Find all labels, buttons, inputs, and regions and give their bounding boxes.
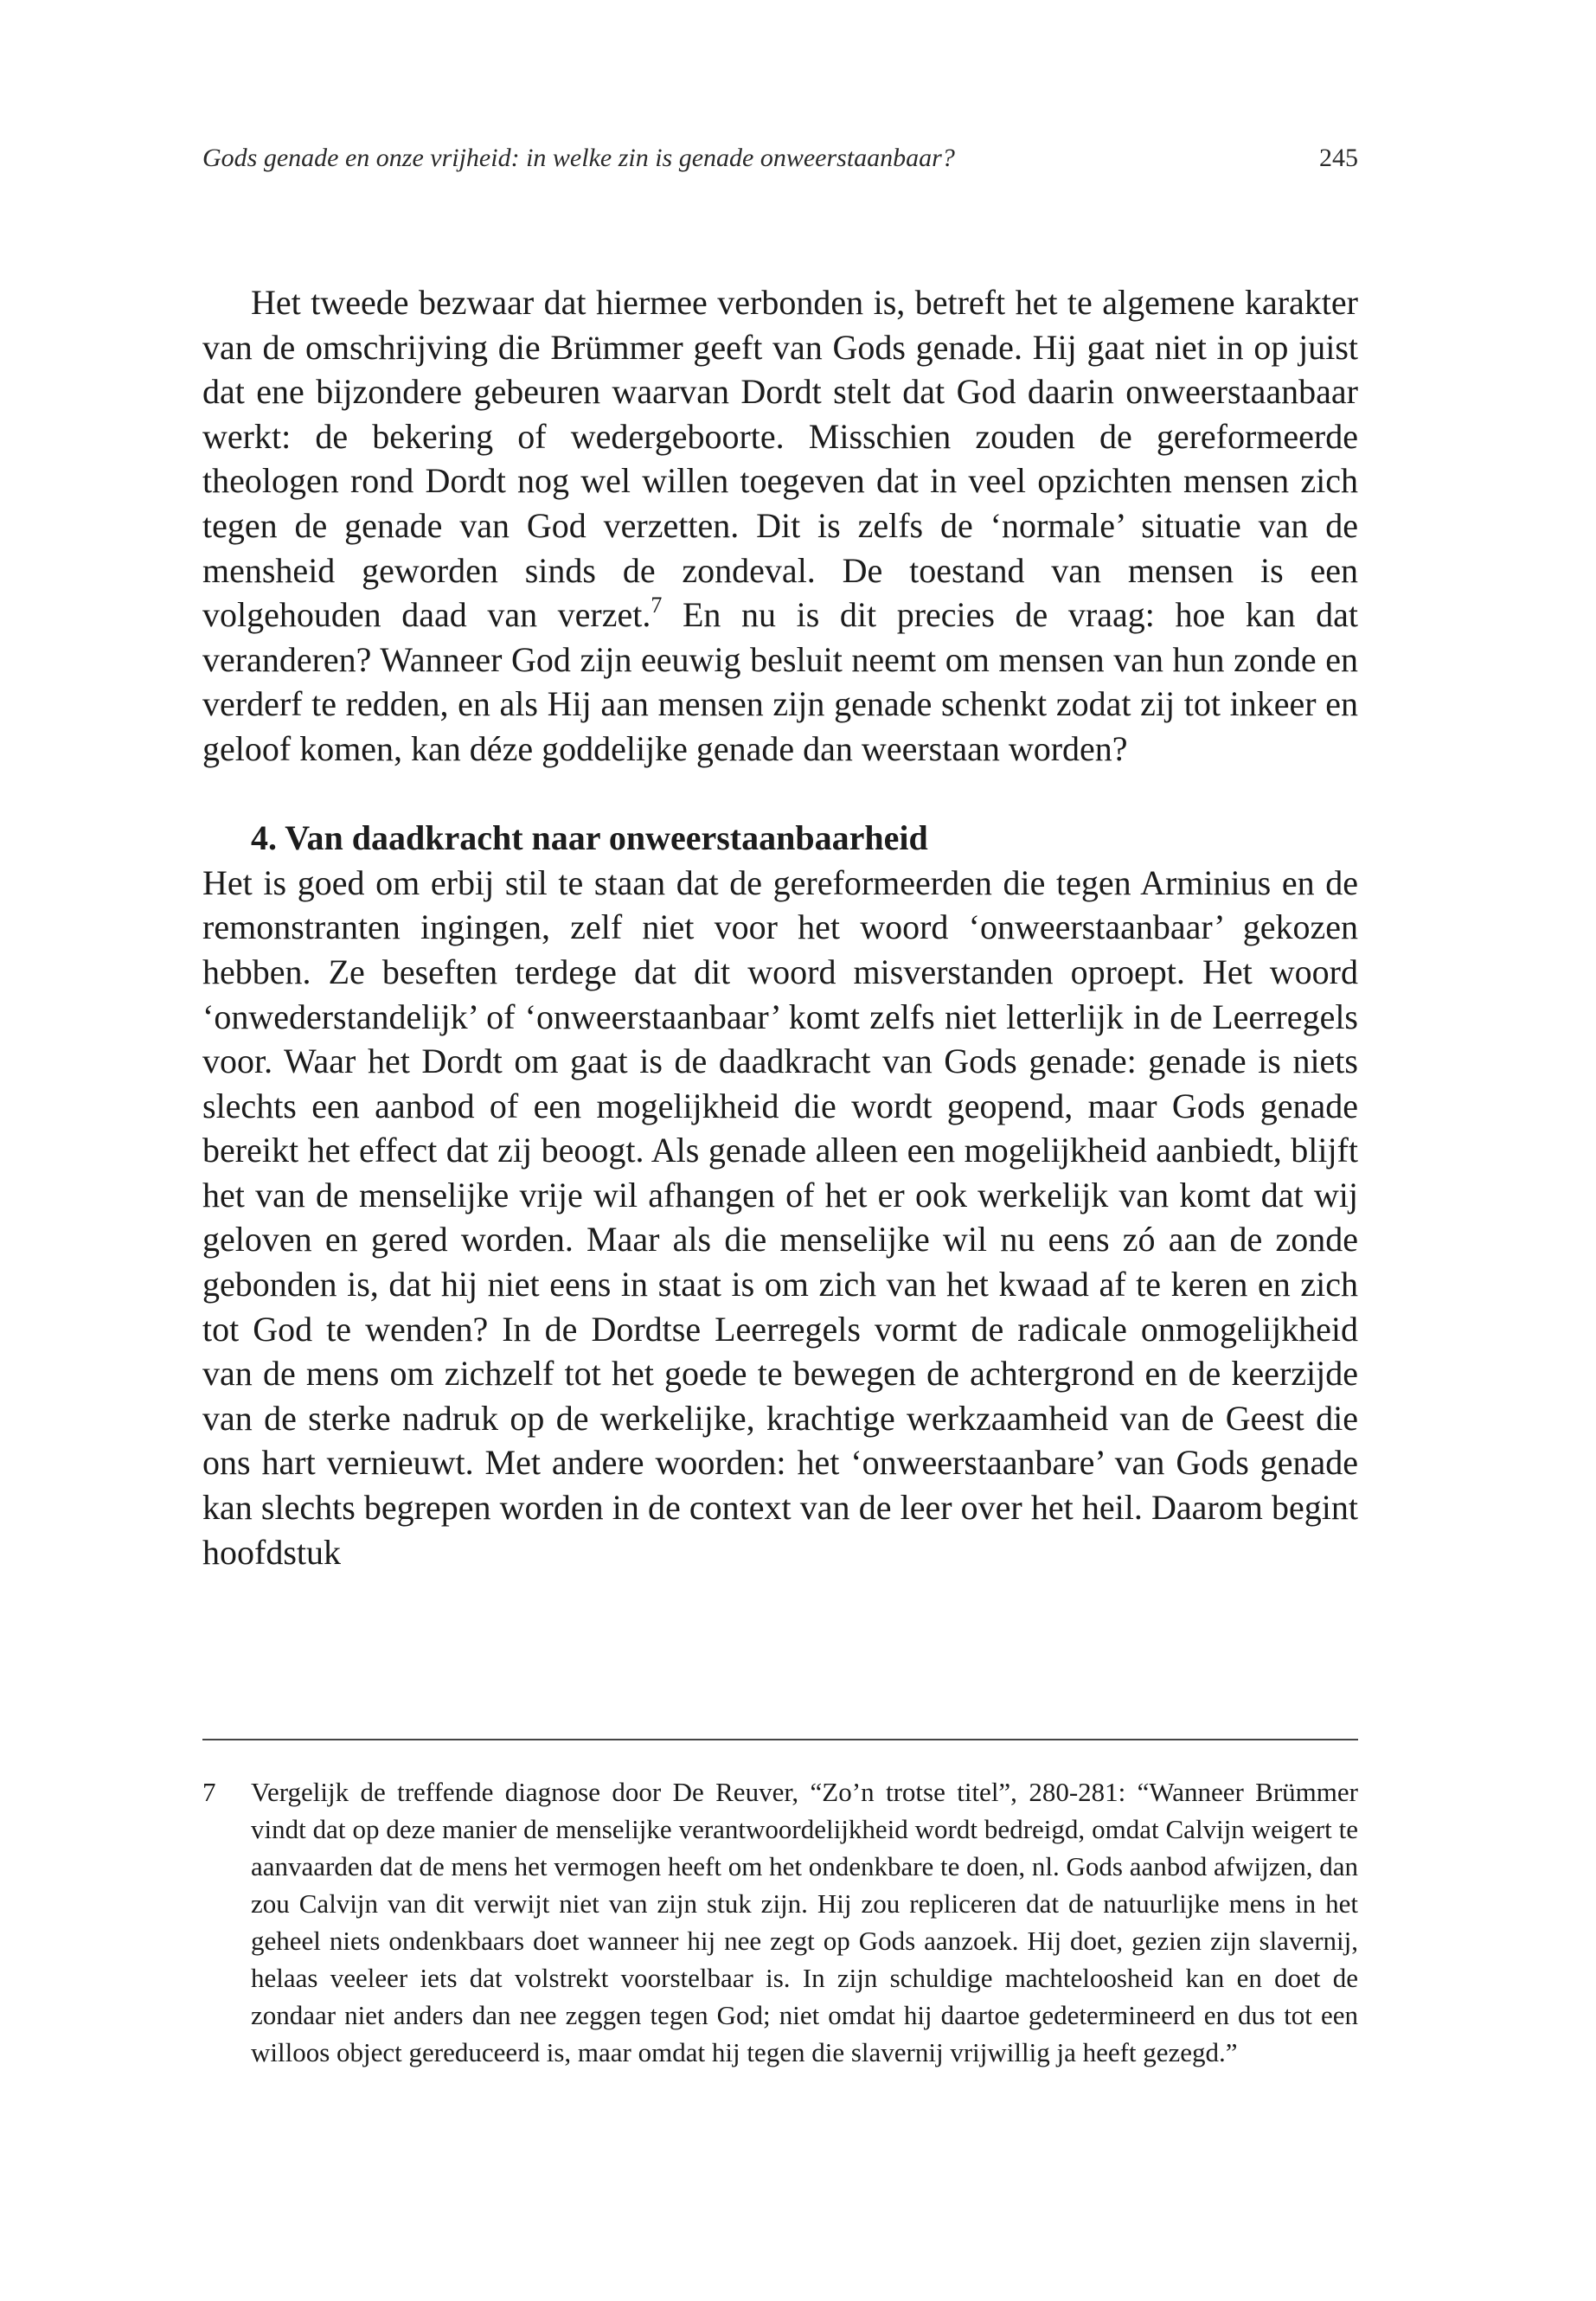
page-number: 245 (1319, 144, 1358, 172)
footnote-7 (202, 1773, 1358, 2071)
footnote-text: Vergelijk de treffende diagnose door De Reuver, “Zo’n trotse titel”, 280-281: “Wanneer Brümmer vindt dat op deze manier de menselijke verantwoordelijkheid wordt bedreigd, omdat Calvijn weigert te aanvaarden dat de mens het vermogen heeft om het ondenkbare te doen, nl. Gods aanbod afwijzen, dan zou Calvijn van dit verwijt niet van zijn stuk zijn. Hij zou repliceren dat de natuurlijke mens in het geheel niets ondenkbaars doet wanneer hij nee zegt op Gods aanzoek. Hij doet, gezien zijn slavernij, helaas veeleer iets dat volstrekt voorstelbaar is. In zijn schuldige machteloosheid kan en doet de zondaar niet anders dan nee zeggen tegen God; niet omdat hij daartoe gedetermineerd en dus tot een willoos object gereduceerd is, maar omdat hij tegen die slavernij vrijwillig ja heeft gezegd.” (251, 1777, 1358, 2067)
paragraph-1-part-1: Het tweede bezwaar dat hiermee verbonden is, betreft het te algemene karakter van de omschrijving die Brümmer geeft van Gods genade. Hij gaat niet in op juist dat ene bijzondere gebeuren waarvan Dordt stelt dat God daarin onweerstaanbaar werkt: de bekering of wedergeboorte. Misschien zouden de gereformeerde theologen rond Dordt nog wel willen toegeven dat in veel opzichten mensen zich tegen de genade van God verzetten. Dit is zelfs de ‘normale’ situatie van de mensheid geworden sinds de zondeval. De toestand van mensen is een volgehouden daad van verzet. (202, 283, 1358, 635)
section-heading: 4. Van daadkracht naar onweerstaanbaarheid (251, 818, 928, 858)
footnote-number: 7 (202, 1777, 216, 1807)
paragraph-2: Het is goed om erbij stil te staan dat de gereformeerden die tegen Arminius en de remonstranten ingingen, zelf niet voor het woord ‘onweerstaanbaar’ gekozen hebben. Ze beseften terdege dat dit woord misverstanden oproept. Het woord ‘onwederstandelijk’ of ‘onweerstaanbaar’ komt zelfs niet letterlijk in de Leerregels voor. Waar het Dordt om gaat is de daadkracht van Gods genade: genade is niets slechts een aanbod of een mogelijkheid die wordt geopend, maar Gods genade bereikt het effect dat zij beoogt. Als genade alleen een mogelijkheid aanbiedt, blijft het van de menselijke vrije wil afhangen of het er ook werkelijk van komt dat wij geloven en gered worden. Maar als die menselijke wil nu eens zó aan de zonde gebonden is, dat hij niet eens in staat is om zich van het kwaad af te keren en zich tot God te wenden? In de Dordtse Leerregels vormt de radicale onmogelijkheid van de mens om zichzelf tot het goede te bewegen de achtergrond en de keerzijde van de sterke nadruk op de werkelijke, krachtige werkzaamheid van de Geest die ons hart vernieuwt. Met andere woorden: het ‘onweerstaanbare’ van Gods genade kan slechts begrepen worden in de context van de leer over het heil. Daarom begint hoofdstuk (202, 862, 1358, 1572)
main-text (202, 280, 1358, 1574)
running-title: Gods genade en onze vrijheid: in welke zin is genade onweerstaanbaar? (202, 144, 955, 172)
paragraph-1-part-2: En nu is dit precies de vraag: hoe kan dat veranderen? Wanneer God zijn eeuwig besluit neemt om mensen van hun zonde en verderf te redden, en als Hij aan mensen zijn genade schenkt zodat zij tot inkeer en geloof komen, kan déze goddelijke genade dan weerstaan worden? (202, 595, 1359, 768)
running-header (202, 137, 1358, 180)
footnotes (202, 1773, 1358, 2071)
paragraph-1 (202, 280, 1358, 772)
footnote-reference[interactable]: 7 (651, 592, 663, 618)
footnote-divider (202, 1739, 1358, 1740)
